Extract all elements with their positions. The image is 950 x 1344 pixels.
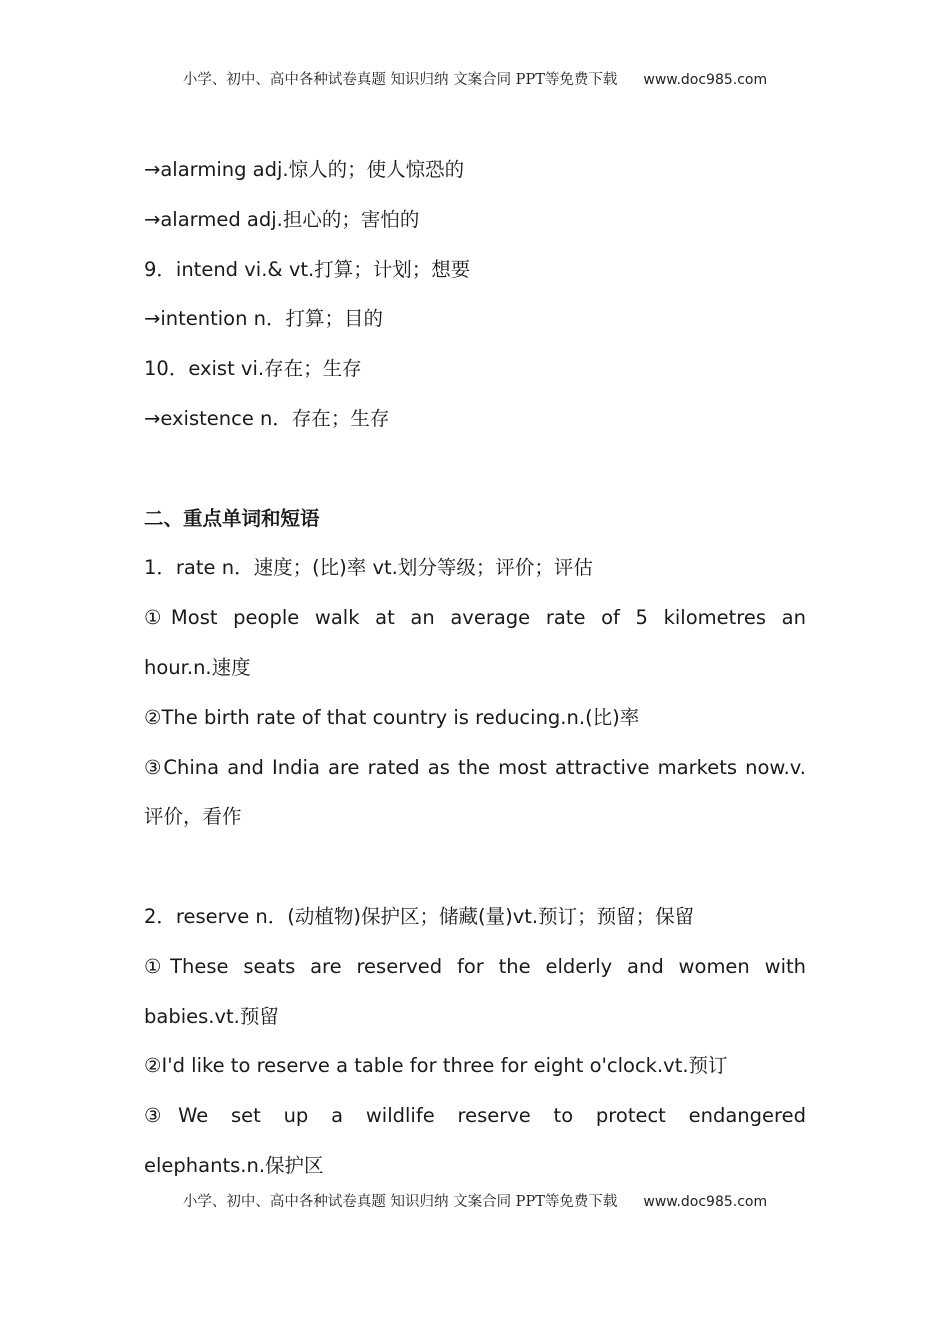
vocab-entry: 9．intend vi.& vt.打算；计划；想要 — [144, 257, 471, 281]
vocab-entry: 1．rate n．速度；(比)率 vt.划分等级；评价；评估 — [144, 556, 593, 580]
vocab-line: →alarmed adj.担心的；害怕的 — [144, 207, 420, 231]
vocab-line: →intention n．打算；目的 — [144, 307, 384, 331]
vocab-entry: 10．exist vi.存在；生存 — [144, 357, 362, 381]
spacer — [144, 444, 806, 494]
example-sentence-cont: hour.n.速度 — [144, 655, 251, 679]
example-sentence-cont: babies.vt.预留 — [144, 1004, 279, 1028]
footer-site-link[interactable]: www.doc985.com — [643, 1194, 768, 1210]
example-sentence-cont: 评价，看作 — [144, 805, 242, 829]
example-sentence: ③We set up a wildlife reserve to protect endangered — [144, 1104, 806, 1128]
example-sentence-cont: elephants.n.保护区 — [144, 1153, 324, 1177]
vocab-entry: 2．reserve n．(动植物)保护区；储藏(量)vt.预订；预留；保留 — [144, 904, 695, 928]
spacer — [144, 842, 806, 892]
footer-promo-text: 小学、初中、高中各种试卷真题 知识归纳 文案合同 PPT等免费下载 — [182, 1194, 618, 1210]
vocab-line: →alarming adj.惊人的；使人惊恐的 — [144, 158, 465, 181]
page-footer — [0, 1190, 950, 1211]
example-sentence: ①These seats are reserved for the elderly and women with — [144, 954, 806, 978]
section-heading: 二、重点单词和短语 — [144, 506, 320, 530]
page-header — [0, 68, 950, 89]
header-promo-text: 小学、初中、高中各种试卷真题 知识归纳 文案合同 PPT等免费下载 — [182, 72, 618, 88]
header-site-link[interactable]: www.doc985.com — [643, 72, 768, 88]
document-body — [144, 145, 806, 1191]
example-sentence: ②I'd like to reserve a table for three for eight o'clock.vt.预订 — [144, 1054, 728, 1078]
example-sentence: ③China and India are rated as the most attractive markets now.v. — [144, 755, 806, 779]
example-sentence: ①Most people walk at an average rate of 5 kilometres an — [144, 606, 806, 630]
example-sentence: ②The birth rate of that country is reducing.n.(比)率 — [144, 705, 640, 729]
vocab-line: →existence n．存在；生存 — [144, 406, 390, 430]
